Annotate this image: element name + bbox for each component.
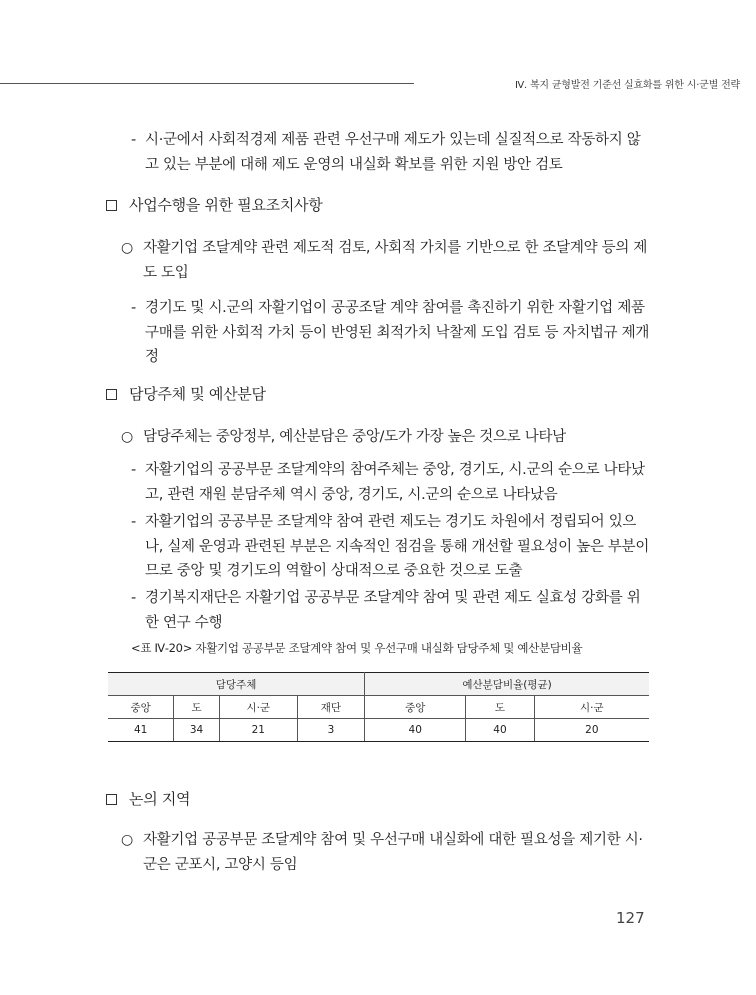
- section-heading-text: 논의 지역: [129, 790, 191, 808]
- dash-item-5: [131, 586, 651, 635]
- circle-bullet: ○: [121, 429, 133, 445]
- table-header-row: [108, 673, 649, 696]
- header-rule: [0, 83, 414, 84]
- dash-bullet: -: [131, 132, 136, 148]
- dash-bullet: -: [131, 590, 136, 606]
- column-header: 시·군: [534, 696, 649, 719]
- square-bullet-icon: [106, 200, 117, 211]
- table-cell: 21: [219, 719, 297, 742]
- circle-item-2: [121, 425, 651, 450]
- column-header: 도: [174, 696, 219, 719]
- page-number: 127: [616, 909, 645, 927]
- table-caption: <표 Ⅳ-20> 자활기업 공공부문 조달계약 참여 및 우선구매 내실화 담당주체 및 예산분담비율: [131, 641, 583, 655]
- circle-item-3: [121, 828, 651, 877]
- dash-item-text: 자활기업의 공공부문 조달계약 참여 관련 제도는 경기도 차원에서 정립되어 있으나, 실제 운영과 관련된 부분은 지속적인 점검을 통해 개선할 필요성이 높은 부분이므로 중앙 및 경기도의 역할이 상대적으로 중요한 것으로 도출: [145, 514, 650, 579]
- group-header-responsible: 담당주체: [108, 673, 365, 696]
- circle-item-text: 자활기업 공공부문 조달계약 참여 및 우선구매 내실화에 대한 필요성을 제기한 시·군은 군포시, 고양시 등임: [143, 832, 643, 873]
- circle-bullet: ○: [121, 832, 133, 848]
- table-cell: 20: [534, 719, 649, 742]
- dash-item-text: 시·군에서 사회적경제 제품 관련 우선구매 제도가 있는데 실질적으로 작동하지 않고 있는 부분에 대해 제도 운영의 내실화 확보를 위한 지원 방안 검토: [145, 132, 641, 173]
- section-heading-1: [106, 193, 322, 218]
- table-cell: 40: [365, 719, 466, 742]
- group-header-budget-ratio: 예산분담비율(평균): [365, 673, 649, 696]
- table-column-row: [108, 696, 649, 719]
- circle-bullet: ○: [121, 240, 133, 256]
- column-header: 도: [466, 696, 534, 719]
- section-heading-2: [106, 382, 266, 407]
- dash-item-text: 경기복지재단은 자활기업 공공부문 조달계약 참여 및 관련 제도 실효성 강화를 위한 연구 수행: [145, 590, 641, 631]
- column-header: 재단: [297, 696, 364, 719]
- column-header: 시·군: [219, 696, 297, 719]
- square-bullet-icon: [106, 389, 117, 400]
- circle-item-text: 자활기업 조달계약 관련 제도적 검토, 사회적 가치를 기반으로 한 조달계약 등의 제도 도입: [143, 240, 648, 281]
- section-heading-text: 담당주체 및 예산분담: [129, 385, 266, 403]
- dash-item-3: [131, 458, 651, 507]
- dash-item-4: [131, 510, 651, 584]
- column-header: 중앙: [108, 696, 174, 719]
- budget-table: [108, 672, 649, 742]
- dash-item-1: [131, 128, 651, 177]
- dash-bullet: -: [131, 462, 136, 478]
- table-row: [108, 719, 649, 742]
- dash-bullet: -: [131, 514, 136, 530]
- table-cell: 3: [297, 719, 364, 742]
- dash-item-text: 경기도 및 시.군의 자활기업이 공공조달 계약 참여를 촉진하기 위한 자활기업 제품 구매를 위한 사회적 가치 등이 반영된 최적가치 낙찰제 도입 검토 등 자치법규 제개정: [145, 300, 650, 365]
- circle-item-text: 담당주체는 중앙정부, 예산분담은 중앙/도가 가장 높은 것으로 나타남: [143, 429, 566, 445]
- table-cell: 41: [108, 719, 174, 742]
- square-bullet-icon: [106, 794, 117, 805]
- dash-item-text: 자활기업의 공공부문 조달계약의 참여주체는 중앙, 경기도, 시.군의 순으로 나타났고, 관련 재원 분담주체 역시 중앙, 경기도, 시.군의 순으로 나타났음: [145, 462, 645, 503]
- table-cell: 34: [174, 719, 219, 742]
- dash-item-2: [131, 296, 651, 370]
- dash-bullet: -: [131, 300, 136, 316]
- circle-item-1: [121, 236, 651, 285]
- running-header: Ⅳ. 복지 균형발전 기준선 실효화를 위한 시·군별 전략: [514, 80, 740, 91]
- section-heading-text: 사업수행을 위한 필요조치사항: [129, 196, 323, 214]
- table-cell: 40: [466, 719, 534, 742]
- section-heading-3: [106, 787, 190, 812]
- column-header: 중앙: [365, 696, 466, 719]
